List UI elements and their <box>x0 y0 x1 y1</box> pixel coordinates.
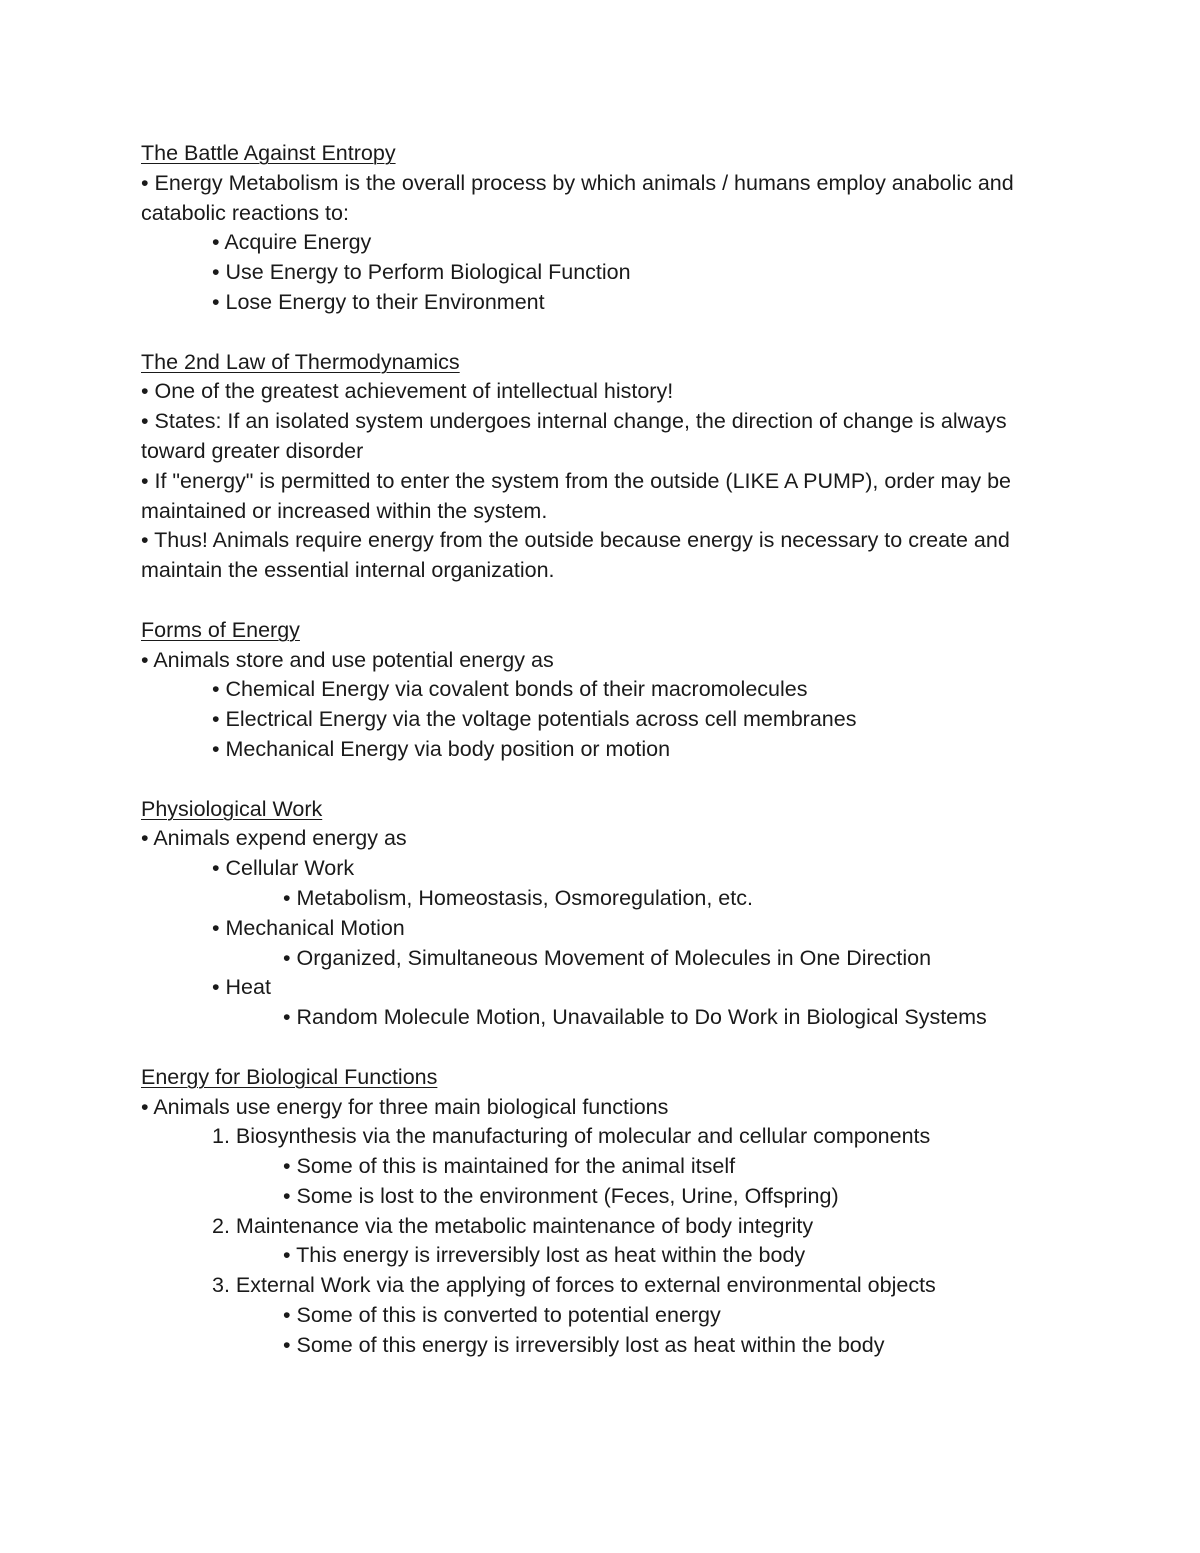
bullet-line: • Metabolism, Homeostasis, Osmoregulation, etc. <box>283 885 753 910</box>
bullet-line: • Animals store and use potential energy as <box>141 647 554 672</box>
bullet-line: • States: If an isolated system undergoes internal change, the direction of change is always toward greater disorder <box>141 409 1007 463</box>
bullet-line: • Random Molecule Motion, Unavailable to Do Work in Biological Systems <box>283 1005 987 1030</box>
bullet-line: • Chemical Energy via covalent bonds of their macromolecules <box>212 677 808 702</box>
section-second-law-thermodynamics <box>141 348 1061 586</box>
section-heading: Energy for Biological Functions <box>141 1064 438 1089</box>
bullet-line: • Some is lost to the environment (Feces, Urine, Offspring) <box>283 1183 839 1208</box>
bullet-line: • Acquire Energy <box>212 230 372 255</box>
bullet-line: • One of the greatest achievement of intellectual history! <box>141 379 674 404</box>
section-heading: Forms of Energy <box>141 617 300 642</box>
bullet-line: • Mechanical Energy via body position or motion <box>212 736 671 761</box>
numbered-line: 2. Maintenance via the metabolic maintenance of body integrity <box>212 1213 814 1238</box>
bullet-line: • Use Energy to Perform Biological Function <box>212 260 631 285</box>
section-physiological-work <box>141 795 1061 1033</box>
bullet-line: • This energy is irreversibly lost as heat within the body <box>283 1243 806 1268</box>
section-heading: Physiological Work <box>141 796 323 821</box>
document-page <box>141 139 1061 1390</box>
bullet-line: • Some of this is maintained for the animal itself <box>283 1154 736 1179</box>
section-forms-of-energy <box>141 616 1061 765</box>
numbered-line: 1. Biosynthesis via the manufacturing of molecular and cellular components <box>212 1124 931 1149</box>
bullet-line: • Thus! Animals require energy from the outside because energy is necessary to create and maintain the essential internal organization. <box>141 528 1010 583</box>
bullet-line: • Heat <box>212 975 271 1000</box>
bullet-line: • Animals use energy for three main biological functions <box>141 1094 669 1119</box>
bullet-line: • If "energy" is permitted to enter the system from the outside (LIKE A PUMP), order may be maintained or increased within the system. <box>141 468 1012 523</box>
bullet-line: • Mechanical Motion <box>212 915 405 940</box>
section-battle-against-entropy <box>141 139 1061 318</box>
numbered-line: 3. External Work via the applying of forces to external environmental objects <box>212 1273 936 1298</box>
bullet-line: • Energy Metabolism is the overall process by which animals / humans employ anabolic and catabolic reactions to: <box>141 170 1014 225</box>
section-heading: The 2nd Law of Thermodynamics <box>141 349 460 374</box>
bullet-line: • Some of this energy is irreversibly lost as heat within the body <box>283 1332 885 1357</box>
section-heading: The Battle Against Entropy <box>141 141 396 165</box>
section-energy-biological-functions <box>141 1063 1061 1361</box>
bullet-line: • Organized, Simultaneous Movement of Molecules in One Direction <box>283 945 932 970</box>
bullet-line: • Electrical Energy via the voltage potentials across cell membranes <box>212 707 857 732</box>
bullet-line: • Cellular Work <box>212 856 355 881</box>
bullet-line: • Lose Energy to their Environment <box>212 289 545 314</box>
bullet-line: • Animals expend energy as <box>141 826 407 851</box>
bullet-line: • Some of this is converted to potential energy <box>283 1303 721 1328</box>
